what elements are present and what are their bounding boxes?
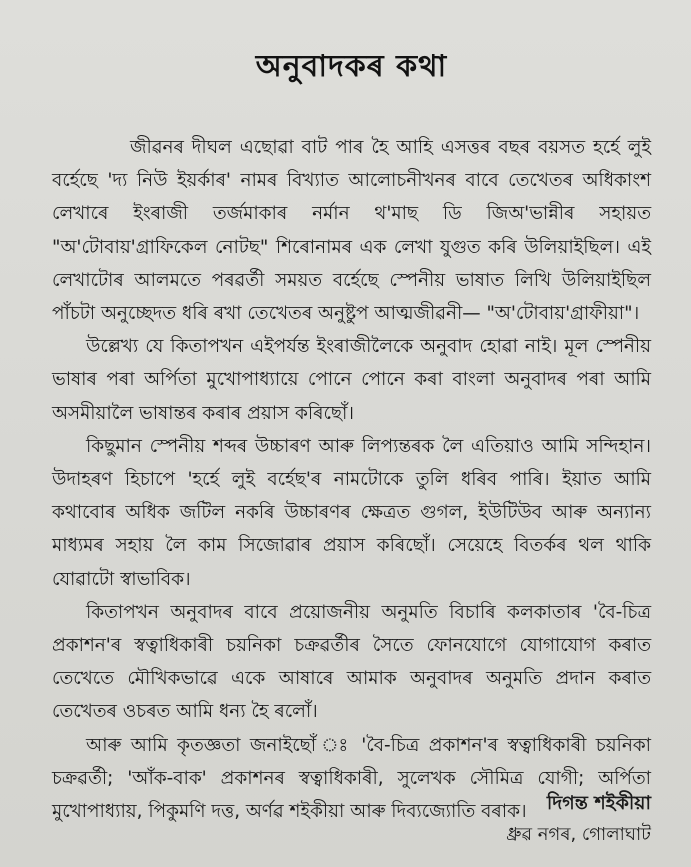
document-title: অনুবাদকৰ কথা (255, 49, 448, 84)
paragraph-4: কিতাপখন অনুবাদৰ বাবে প্ৰয়োজনীয় অনুমতি বিচাৰি কলকাতাৰ 'বৈ-চিত্ৰ প্ৰকাশন'ৰ স্বত্বাধিকাৰী চয়নিকা চক্ৰৱৰ্তীৰ সৈতে ফোনযোগে যোগাযোগ কৰাত তেখেতে মৌখিকভাৱে একে আষাৰে আমাক অনুবাদৰ অনুমতি প্ৰদান কৰাত তেখেতৰ ওচৰত আমি ধন্য হৈ ৰলোঁ। (52, 601, 651, 723)
signature-block (506, 788, 651, 852)
paragraph-3: কিছুমান স্পেনীয় শব্দৰ উচ্চাৰণ আৰু লিপ্যন্তৰক লৈ এতিয়াও আমি সন্দিহান। উদাহৰণ হিচাপে 'হৰ্হে লুই বৰ্হেছ'ৰ নামটোকে তুলি ধৰিব পাৰি। ইয়াত আমি কথাবোৰ অধিক জটিল নকৰি উচ্চাৰণৰ ক্ষেত্ৰত গুগল, ইউটিউব আৰু অন্যান্য মাধ্যমৰ সহায় লৈ কাম সিজোৱাৰ প্ৰয়াস কৰিছোঁ। সেয়েহে বিতৰ্কৰ থল থাকি যোৱাটো স্বাভাবিক। (52, 435, 651, 590)
signature-name: দিগন্ত শইকীয়া (546, 792, 651, 814)
paragraph-1: জীৱনৰ দীঘল এছোৱা বাট পাৰ হৈ আহি এসত্তৰ বছৰ বয়সত হৰ্হে লুই বৰ্হেছে 'দ্য নিউ ইয়ৰ্কাৰ' নামৰ বিখ্যাত আলোচনীখনৰ বাবে তেখেতৰ অধিকাংশ লেখাৰে ইংৰাজী তৰ্জমাকাৰ নৰ্মান থ'মাছ ডি জিঅ'ভান্নীৰ সহায়ত "অ'টোবায়'গ্ৰাফিকেল নোটছ" শিৰোনামৰ এক লেখা যুগুত কৰি উলিয়াইছিল। এই লেখাটোৰ আলমতে পৰৱৰ্তী সময়ত বৰ্হেছে স্পেনীয় ভাষাত লিখি উলিয়াইছিল পাঁচটা অনুচ্ছেদত ধৰি ৰখা তেখেতৰ অনুষ্টুপ আত্মজীৱনী— "অ'টোবায়'গ্ৰাফীয়া"। (52, 137, 651, 325)
document-body (52, 131, 651, 828)
signature-place: ধ্ৰুৱ নগৰ, গোলাঘাট (506, 824, 651, 845)
paragraph-5: আৰু আমি কৃতজ্ঞতা জনাইছোঁ ঃ 'বৈ-চিত্ৰ প্ৰকাশন'ৰ স্বত্বাধিকাৰী চয়নিকা চক্ৰৱৰ্তী; 'আঁক-বাক' প্ৰকাশনৰ স্বত্বাধিকাৰী, সুলেখক সৌমিত্ৰ যোগী; অৰ্পিতা মুখোপাধ্যায়, পিকুমণি দত্ত, অৰ্ণৱ শইকীয়া আৰু দিব্যজ্যোতি বৰাক। (52, 734, 651, 823)
paragraph-2: উল্লেখ্য যে কিতাপখন এইপৰ্যন্ত ইংৰাজীলৈকে অনুবাদ হোৱা নাই। মূল স্পেনীয় ভাষাৰ পৰা অৰ্পিতা মুখোপাধ্যায়ে পোনে পোনে কৰা বাংলা অনুবাদৰ পৰা আমি অসমীয়ালৈ ভাষান্তৰ কৰাৰ প্ৰয়াস কৰিছোঁ। (52, 336, 651, 424)
